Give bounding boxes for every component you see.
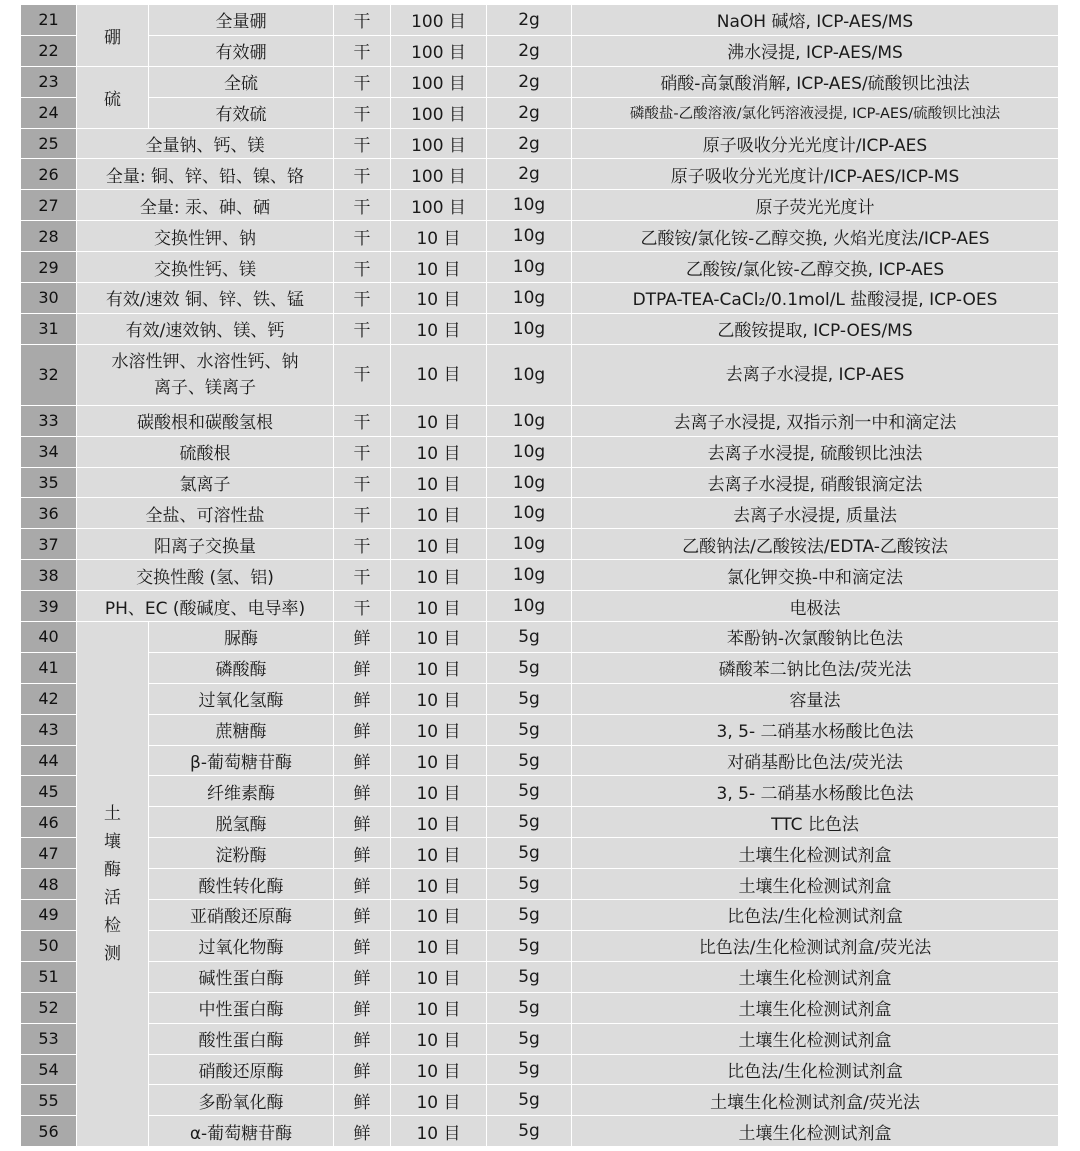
table-row — [21, 745, 1059, 776]
table-row — [21, 807, 1059, 838]
mesh-size: 10 目 — [391, 560, 487, 591]
item-name: 脲酶 — [149, 622, 334, 653]
row-number: 39 — [21, 591, 77, 622]
test-method: 乙酸钠法/乙酸铵法/EDTA-乙酸铵法 — [572, 529, 1059, 560]
table-row — [21, 1054, 1059, 1085]
table-row — [21, 1023, 1059, 1054]
test-method: 乙酸铵提取, ICP-OES/MS — [572, 313, 1059, 344]
item-name: 蔗糖酶 — [149, 714, 334, 745]
row-number: 43 — [21, 714, 77, 745]
item-name: 中性蛋白酶 — [149, 992, 334, 1023]
mesh-size: 100 目 — [391, 66, 487, 97]
sample-weight: 5g — [487, 1116, 572, 1147]
row-number: 32 — [21, 344, 77, 405]
table-row — [21, 683, 1059, 714]
item-name: 全量钠、钙、镁 — [77, 128, 334, 159]
mesh-size: 10 目 — [391, 745, 487, 776]
table-row — [21, 900, 1059, 931]
mesh-size: 10 目 — [391, 1085, 487, 1116]
row-number: 22 — [21, 35, 77, 66]
test-method: 原子吸收分光光度计/ICP-AES — [572, 128, 1059, 159]
test-method: 土壤生化检测试剂盒 — [572, 1023, 1059, 1054]
sample-state: 鲜 — [334, 961, 391, 992]
sample-weight: 5g — [487, 683, 572, 714]
item-name: 有效硼 — [149, 35, 334, 66]
sample-weight: 2g — [487, 97, 572, 128]
table-row — [21, 35, 1059, 66]
row-number: 44 — [21, 745, 77, 776]
mesh-size: 10 目 — [391, 930, 487, 961]
mesh-size: 10 目 — [391, 221, 487, 252]
sample-state: 干 — [334, 436, 391, 467]
table-row — [21, 622, 1059, 653]
test-method: DTPA-TEA-CaCl₂/0.1mol/L 盐酸浸提, ICP-OES — [572, 283, 1059, 314]
test-method: 去离子水浸提, 双指示剂一中和滴定法 — [572, 405, 1059, 436]
sample-state: 鲜 — [334, 992, 391, 1023]
test-method: 比色法/生化检测试剂盒/荧光法 — [572, 930, 1059, 961]
group-label: 硼 — [77, 5, 149, 67]
item-name: 有效/速效 铜、锌、铁、锰 — [77, 283, 334, 314]
test-method: 比色法/生化检测试剂盒 — [572, 1054, 1059, 1085]
group-label: 土壤酶活检测 — [77, 622, 149, 1147]
test-method: 磷酸苯二钠比色法/荧光法 — [572, 652, 1059, 683]
test-method: 原子吸收分光光度计/ICP-AES/ICP-MS — [572, 159, 1059, 190]
table-row — [21, 66, 1059, 97]
row-number: 23 — [21, 66, 77, 97]
mesh-size: 10 目 — [391, 652, 487, 683]
test-method: 3, 5- 二硝基水杨酸比色法 — [572, 776, 1059, 807]
mesh-size: 100 目 — [391, 128, 487, 159]
test-method: 苯酚钠-次氯酸钠比色法 — [572, 622, 1059, 653]
test-method: TTC 比色法 — [572, 807, 1059, 838]
sample-state: 干 — [334, 190, 391, 221]
mesh-size: 10 目 — [391, 1023, 487, 1054]
mesh-size: 10 目 — [391, 591, 487, 622]
table-row — [21, 467, 1059, 498]
item-name: 磷酸酶 — [149, 652, 334, 683]
sample-weight: 10g — [487, 221, 572, 252]
sample-state: 干 — [334, 66, 391, 97]
item-name: 氯离子 — [77, 467, 334, 498]
row-number: 26 — [21, 159, 77, 190]
mesh-size: 10 目 — [391, 498, 487, 529]
sample-state: 干 — [334, 35, 391, 66]
item-name: 全盐、可溶性盐 — [77, 498, 334, 529]
sample-state: 干 — [334, 221, 391, 252]
item-name: β-葡萄糖苷酶 — [149, 745, 334, 776]
soil-test-table — [20, 4, 1059, 1147]
table-row — [21, 97, 1059, 128]
test-method: 电极法 — [572, 591, 1059, 622]
item-name: 淀粉酶 — [149, 838, 334, 869]
test-method: 土壤生化检测试剂盒 — [572, 838, 1059, 869]
table-row — [21, 961, 1059, 992]
sample-state: 干 — [334, 159, 391, 190]
sample-weight: 10g — [487, 283, 572, 314]
test-method: 原子荧光光度计 — [572, 190, 1059, 221]
sample-state: 鲜 — [334, 622, 391, 653]
sample-state: 干 — [334, 313, 391, 344]
row-number: 33 — [21, 405, 77, 436]
sample-weight: 10g — [487, 252, 572, 283]
mesh-size: 100 目 — [391, 97, 487, 128]
item-name: α-葡萄糖苷酶 — [149, 1116, 334, 1147]
sample-state: 鲜 — [334, 776, 391, 807]
item-name: 交换性钾、钠 — [77, 221, 334, 252]
mesh-size: 10 目 — [391, 714, 487, 745]
sample-weight: 10g — [487, 405, 572, 436]
test-method: 去离子水浸提, 硫酸钡比浊法 — [572, 436, 1059, 467]
item-name: 水溶性钾、水溶性钙、钠离子、镁离子 — [77, 344, 334, 405]
row-number: 34 — [21, 436, 77, 467]
sample-state: 干 — [334, 344, 391, 405]
sample-state: 干 — [334, 283, 391, 314]
row-number: 48 — [21, 869, 77, 900]
row-number: 52 — [21, 992, 77, 1023]
sample-weight: 10g — [487, 560, 572, 591]
item-name: 酸性蛋白酶 — [149, 1023, 334, 1054]
sample-state: 鲜 — [334, 1023, 391, 1054]
test-method: 比色法/生化检测试剂盒 — [572, 900, 1059, 931]
mesh-size: 10 目 — [391, 683, 487, 714]
row-number: 50 — [21, 930, 77, 961]
item-name: 酸性转化酶 — [149, 869, 334, 900]
row-number: 21 — [21, 5, 77, 36]
mesh-size: 10 目 — [391, 900, 487, 931]
row-number: 41 — [21, 652, 77, 683]
table-row — [21, 838, 1059, 869]
sample-weight: 2g — [487, 35, 572, 66]
sample-weight: 10g — [487, 190, 572, 221]
mesh-size: 10 目 — [391, 313, 487, 344]
table-row — [21, 529, 1059, 560]
row-number: 42 — [21, 683, 77, 714]
test-method: 硝酸-高氯酸消解, ICP-AES/硫酸钡比浊法 — [572, 66, 1059, 97]
mesh-size: 100 目 — [391, 5, 487, 36]
mesh-size: 10 目 — [391, 992, 487, 1023]
row-number: 36 — [21, 498, 77, 529]
sample-state: 干 — [334, 252, 391, 283]
item-name: 阳离子交换量 — [77, 529, 334, 560]
table-row — [21, 1085, 1059, 1116]
sample-weight: 10g — [487, 344, 572, 405]
sample-state: 干 — [334, 529, 391, 560]
item-name: PH、EC (酸碱度、电导率) — [77, 591, 334, 622]
row-number: 25 — [21, 128, 77, 159]
row-number: 30 — [21, 283, 77, 314]
sample-weight: 5g — [487, 652, 572, 683]
table-row — [21, 560, 1059, 591]
sample-weight: 10g — [487, 436, 572, 467]
item-name: 纤维素酶 — [149, 776, 334, 807]
sample-weight: 5g — [487, 869, 572, 900]
sample-state: 鲜 — [334, 1085, 391, 1116]
item-name: 亚硝酸还原酶 — [149, 900, 334, 931]
sample-weight: 2g — [487, 66, 572, 97]
test-method: 去离子水浸提, 质量法 — [572, 498, 1059, 529]
test-method: 沸水浸提, ICP-AES/MS — [572, 35, 1059, 66]
sample-state: 鲜 — [334, 869, 391, 900]
table-row — [21, 498, 1059, 529]
table-row — [21, 313, 1059, 344]
mesh-size: 100 目 — [391, 190, 487, 221]
sample-weight: 5g — [487, 745, 572, 776]
test-method: 土壤生化检测试剂盒 — [572, 961, 1059, 992]
test-method: 乙酸铵/氯化铵-乙醇交换, ICP-AES — [572, 252, 1059, 283]
test-method: 去离子水浸提, ICP-AES — [572, 344, 1059, 405]
row-number: 27 — [21, 190, 77, 221]
mesh-size: 10 目 — [391, 252, 487, 283]
mesh-size: 10 目 — [391, 405, 487, 436]
row-number: 51 — [21, 961, 77, 992]
item-name: 脱氢酶 — [149, 807, 334, 838]
item-name: 全硫 — [149, 66, 334, 97]
row-number: 53 — [21, 1023, 77, 1054]
table-row — [21, 714, 1059, 745]
sample-state: 干 — [334, 405, 391, 436]
sample-state: 干 — [334, 97, 391, 128]
sample-weight: 5g — [487, 622, 572, 653]
test-method: 去离子水浸提, 硝酸银滴定法 — [572, 467, 1059, 498]
item-name: 全量: 铜、锌、铅、镍、铬 — [77, 159, 334, 190]
mesh-size: 10 目 — [391, 529, 487, 560]
test-method: 土壤生化检测试剂盒 — [572, 992, 1059, 1023]
table-row — [21, 1116, 1059, 1147]
item-name: 碳酸根和碳酸氢根 — [77, 405, 334, 436]
test-method: 3, 5- 二硝基水杨酸比色法 — [572, 714, 1059, 745]
sample-weight: 5g — [487, 961, 572, 992]
sample-weight: 2g — [487, 5, 572, 36]
mesh-size: 10 目 — [391, 622, 487, 653]
mesh-size: 100 目 — [391, 159, 487, 190]
item-name: 全量硼 — [149, 5, 334, 36]
mesh-size: 10 目 — [391, 776, 487, 807]
table-row — [21, 436, 1059, 467]
row-number: 55 — [21, 1085, 77, 1116]
test-method: 磷酸盐-乙酸溶液/氯化钙溶液浸提, ICP-AES/硫酸钡比浊法 — [572, 97, 1059, 128]
table-row — [21, 159, 1059, 190]
item-name: 有效/速效钠、镁、钙 — [77, 313, 334, 344]
row-number: 47 — [21, 838, 77, 869]
table-row — [21, 252, 1059, 283]
table-row — [21, 283, 1059, 314]
table-row — [21, 930, 1059, 961]
table-body — [21, 5, 1059, 1147]
sample-state: 干 — [334, 5, 391, 36]
table-row — [21, 869, 1059, 900]
sample-weight: 5g — [487, 714, 572, 745]
mesh-size: 10 目 — [391, 344, 487, 405]
row-number: 35 — [21, 467, 77, 498]
mesh-size: 10 目 — [391, 1116, 487, 1147]
item-name: 硫酸根 — [77, 436, 334, 467]
table-row — [21, 128, 1059, 159]
sample-weight: 5g — [487, 1023, 572, 1054]
row-number: 37 — [21, 529, 77, 560]
sample-state: 鲜 — [334, 1054, 391, 1085]
mesh-size: 10 目 — [391, 838, 487, 869]
test-method: 容量法 — [572, 683, 1059, 714]
row-number: 54 — [21, 1054, 77, 1085]
table-row — [21, 221, 1059, 252]
sample-weight: 10g — [487, 529, 572, 560]
row-number: 45 — [21, 776, 77, 807]
item-name: 过氧化氢酶 — [149, 683, 334, 714]
sample-weight: 5g — [487, 1085, 572, 1116]
sample-weight: 5g — [487, 776, 572, 807]
table-row — [21, 344, 1059, 405]
item-name: 多酚氧化酶 — [149, 1085, 334, 1116]
sample-weight: 10g — [487, 467, 572, 498]
mesh-size: 10 目 — [391, 283, 487, 314]
table-row — [21, 992, 1059, 1023]
row-number: 46 — [21, 807, 77, 838]
item-name: 交换性酸 (氢、铝) — [77, 560, 334, 591]
table-row — [21, 652, 1059, 683]
mesh-size: 100 目 — [391, 35, 487, 66]
test-method: NaOH 碱熔, ICP-AES/MS — [572, 5, 1059, 36]
sample-weight: 5g — [487, 838, 572, 869]
test-method: 对硝基酚比色法/荧光法 — [572, 745, 1059, 776]
sample-weight: 5g — [487, 992, 572, 1023]
sample-weight: 5g — [487, 930, 572, 961]
row-number: 56 — [21, 1116, 77, 1147]
sample-weight: 10g — [487, 498, 572, 529]
item-name: 碱性蛋白酶 — [149, 961, 334, 992]
item-name: 交换性钙、镁 — [77, 252, 334, 283]
row-number: 28 — [21, 221, 77, 252]
sample-state: 干 — [334, 128, 391, 159]
sample-weight: 5g — [487, 1054, 572, 1085]
item-name: 有效硫 — [149, 97, 334, 128]
sample-weight: 2g — [487, 159, 572, 190]
sample-state: 干 — [334, 498, 391, 529]
table-row — [21, 591, 1059, 622]
row-number: 29 — [21, 252, 77, 283]
mesh-size: 10 目 — [391, 807, 487, 838]
table-row — [21, 190, 1059, 221]
sample-state: 鲜 — [334, 714, 391, 745]
sample-state: 干 — [334, 467, 391, 498]
row-number: 49 — [21, 900, 77, 931]
mesh-size: 10 目 — [391, 869, 487, 900]
sample-weight: 5g — [487, 807, 572, 838]
sample-state: 干 — [334, 591, 391, 622]
row-number: 40 — [21, 622, 77, 653]
table-row — [21, 405, 1059, 436]
row-number: 38 — [21, 560, 77, 591]
sample-weight: 10g — [487, 313, 572, 344]
test-method: 土壤生化检测试剂盒 — [572, 869, 1059, 900]
mesh-size: 10 目 — [391, 961, 487, 992]
sample-state: 鲜 — [334, 652, 391, 683]
item-name: 全量: 汞、砷、硒 — [77, 190, 334, 221]
mesh-size: 10 目 — [391, 436, 487, 467]
sample-state: 鲜 — [334, 838, 391, 869]
group-label: 硫 — [77, 66, 149, 128]
item-name: 硝酸还原酶 — [149, 1054, 334, 1085]
sample-state: 鲜 — [334, 745, 391, 776]
row-number: 31 — [21, 313, 77, 344]
item-name: 过氧化物酶 — [149, 930, 334, 961]
sample-weight: 10g — [487, 591, 572, 622]
test-method: 乙酸铵/氯化铵-乙醇交换, 火焰光度法/ICP-AES — [572, 221, 1059, 252]
mesh-size: 10 目 — [391, 467, 487, 498]
sample-state: 鲜 — [334, 807, 391, 838]
sample-state: 鲜 — [334, 900, 391, 931]
table-row — [21, 5, 1059, 36]
sample-weight: 5g — [487, 900, 572, 931]
sample-state: 鲜 — [334, 1116, 391, 1147]
row-number: 24 — [21, 97, 77, 128]
sample-weight: 2g — [487, 128, 572, 159]
test-method: 土壤生化检测试剂盒 — [572, 1116, 1059, 1147]
table-row — [21, 776, 1059, 807]
mesh-size: 10 目 — [391, 1054, 487, 1085]
test-method: 氯化钾交换-中和滴定法 — [572, 560, 1059, 591]
sample-state: 鲜 — [334, 930, 391, 961]
sample-state: 鲜 — [334, 683, 391, 714]
sample-state: 干 — [334, 560, 391, 591]
test-method: 土壤生化检测试剂盒/荧光法 — [572, 1085, 1059, 1116]
